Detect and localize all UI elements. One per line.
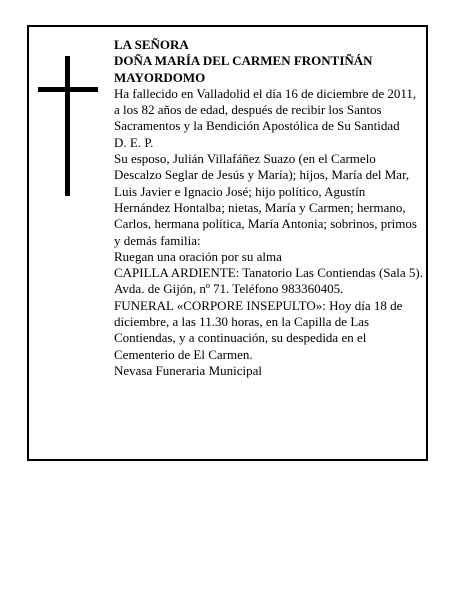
- chapel-info: CAPILLA ARDIENTE: Tanatorio Las Contiendas (Sala 5). Avda. de Gijón, nº 71. Teléfono 983360405.: [114, 265, 423, 297]
- title-line-1: LA SEÑORA: [114, 37, 189, 52]
- funeral-home: Nevasa Funeraria Municipal: [114, 362, 263, 378]
- announcement: Ha fallecido en Valladolid el día 16 de diciembre de 2011, a los 82 años de edad, después de recibir los Santos Sacramentos y la Bendición Apostólica de Su Santidad: [114, 85, 417, 134]
- prayer-request: Ruegan una oración por su alma: [114, 248, 282, 264]
- funeral-info: FUNERAL «CORPORE INSEPULTO»: Hoy día 18 de diciembre, a las 11.30 horas, en la Capilla de Las Contiendas, y a continuación, su despedida en el Cementerio de El Carmen.: [114, 297, 403, 362]
- cross-horizontal-bar: [38, 87, 98, 92]
- notice-text: [114, 37, 424, 379]
- rip: D. E. P.: [114, 134, 154, 150]
- cross-icon: [38, 56, 98, 196]
- cross-vertical-bar: [65, 56, 70, 196]
- family-list: Su esposo, Julián Villafáñez Suazo (en el Carmelo Descalzo Seglar de Jesús y María); hijos, María del Mar, Luis Javier e Ignacio José; hijo político, Agustín Hernández Hontalba; nietas, María y Carmen; hermano, Carlos, hermana política, María Antonia; sobrinos, primos y demás familia:: [114, 151, 417, 248]
- deceased-name: DOÑA MARÍA DEL CARMEN FRONTIÑÁN MAYORDOMO: [114, 53, 373, 85]
